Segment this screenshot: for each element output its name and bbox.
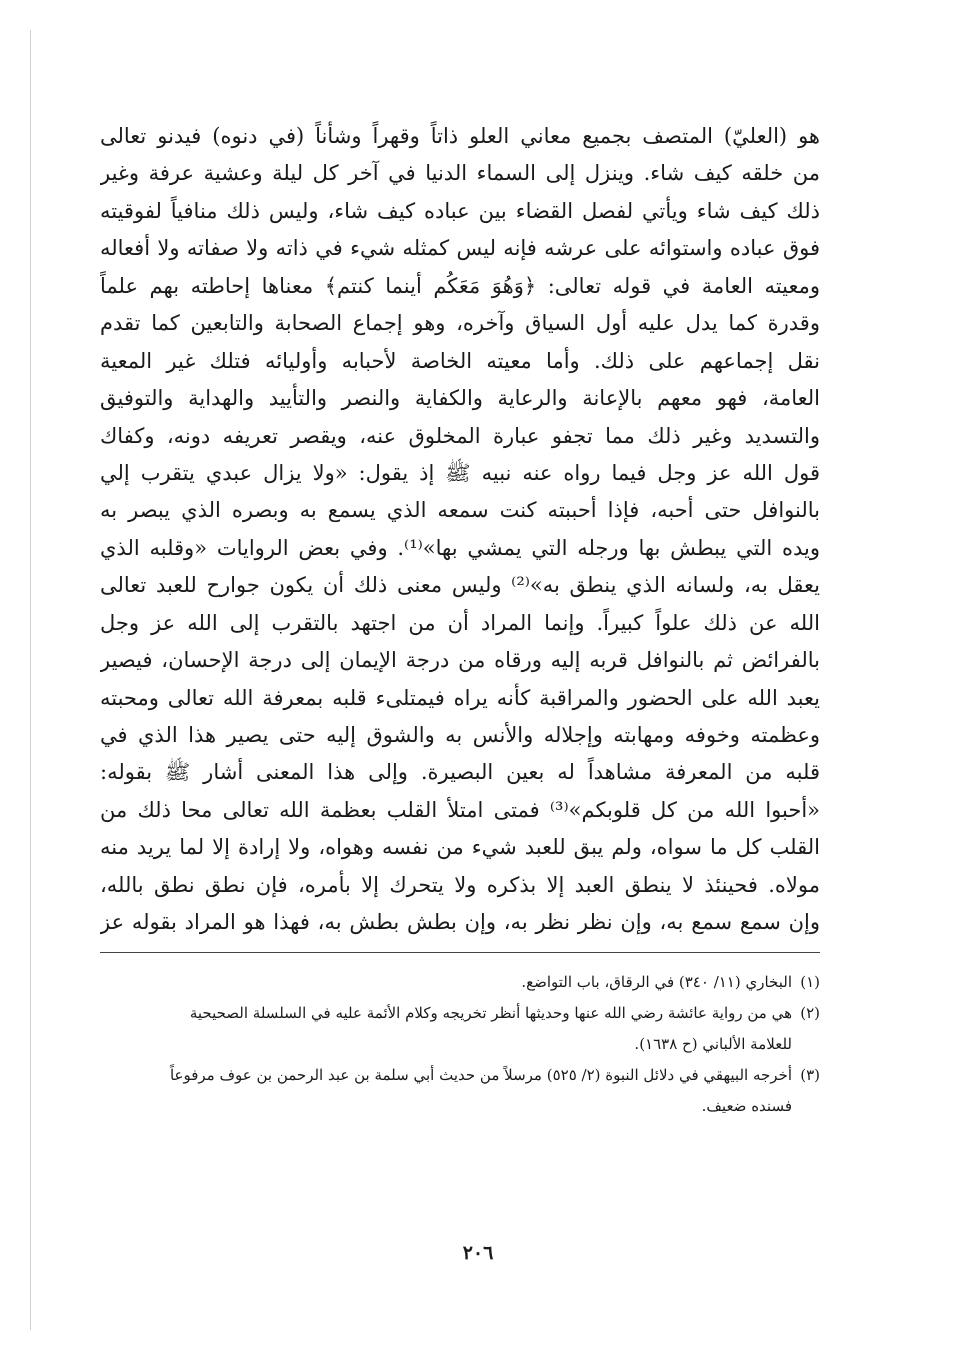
page-number: ٢٠٦ [462, 1242, 494, 1264]
text-line: «أحبوا الله من كل قلوبكم»⁽³⁾ فمتى امتلأ القلب بعظمة الله تعالى محا ذلك من [100, 797, 820, 822]
footnote-number: (٣) [800, 1065, 820, 1084]
text-line: العامة، فهو معهم بالإعانة والرعاية والكفاية والنصر والتأييد والهداية والتوفيق [100, 386, 820, 411]
footnote-3 [100, 1060, 820, 1091]
footnote-text: هي من رواية عائشة رضي الله عنها وحديثها أنظر تخريجه وكلام الأئمة عليه في السلسلة الصحيحية [189, 1003, 792, 1022]
text-line: وعظمته وخوفه ومهابته وإجلاله والأنس به والشوق إليه حتى يصير هذا الذي في [100, 723, 820, 747]
text-line: القلب كل ما سواه، ولم يبق للعبد شيء من نفسه وهواه، ولا إرادة إلا لما يريد منه [100, 835, 820, 860]
footnote-3-continued: فسنده ضعيف. [701, 1096, 792, 1115]
footnote-2-continued: للعلامة الألباني (ح ١٦٣٨). [634, 1034, 792, 1053]
text-line: من خلقه كيف شاء. وينزل إلى السماء الدنيا في آخر كل ليلة وعشية عرفة وغير [100, 161, 820, 186]
text-line: قلبه من المعرفة مشاهداً له بعين البصيرة. وإلى هذا المعنى أشار ﷺ بقوله: [100, 760, 820, 785]
text-line: الله عن ذلك علواً كبيراً. وإنما المراد أن من اجتهد بالتقرب إلى الله عز وجل [100, 610, 820, 635]
text-line: وقدرة كما يدل عليه أول السياق وآخره، وهو إجماع الصحابة والتابعين كما تقدم [100, 311, 820, 336]
text-line: بالفرائض ثم بالنوافل قربه إليه ورقاه من درجة الإيمان إلى درجة الإحسان، فيصير [100, 648, 820, 673]
text-line: وإن سمع سمع به، وإن نظر نظر به، وإن بطش بطش به، فهذا هو المراد بقوله عز [100, 910, 820, 935]
footnote-text: البخاري (١١/ ٣٤٠) في الرقاق، باب التواضع. [521, 972, 792, 991]
footnote-2 [100, 998, 820, 1029]
footnote-divider [100, 952, 820, 953]
text-line: هو (العليّ) المتصف بجميع معاني العلو ذاتاً وقهراً وشأناً (في دنوه) فيدنو تعالى [100, 124, 820, 148]
page-content [100, 118, 820, 1122]
footnote-number: (٢) [800, 1003, 820, 1022]
text-line: فوق عباده واستوائه على عرشه فإنه ليس كمثله شيء في ذاته ولا صفاته ولا أفعاله [100, 236, 820, 261]
text-line: ومعيته العامة في قوله تعالى: ﴿وَهُوَ مَعَكُم أينما كنتم﴾ معناها إحاطته بهم علماً [100, 273, 820, 298]
text-line: ذلك كيف شاء ويأتي لفصل القضاء بين عباده كيف شاء، وليس ذلك منافياً لفوقيته [100, 198, 820, 223]
text-line: قول الله عز وجل فيما رواه عنه نبيه ﷺ إذ يقول: «ولا يزال عبدي يتقرب إلي [100, 460, 820, 485]
footnotes [100, 967, 820, 1122]
text-line: يعبد الله على الحضور والمراقبة كأنه يراه فيمتلىء قلبه بمعرفة الله تعالى ومحبته [100, 685, 820, 710]
main-text [100, 118, 820, 942]
text-line: والتسديد وغير ذلك مما تجفو عبارة المخلوق عنه، ويقصر تعريفه دونه، وكفاك [100, 423, 820, 448]
text-line: مولاه. فحينئذ لا ينطق العبد إلا بذكره ولا يتحرك إلا بأمره، فإن نطق نطق بالله، [100, 872, 820, 897]
footnote-number: (١) [800, 972, 820, 991]
text-line: يعقل به، ولسانه الذي ينطق به»⁽²⁾ وليس معنى ذلك أن يكون جوارح للعبد تعالى [100, 573, 820, 598]
footnote-1 [100, 967, 820, 998]
text-line: نقل إجماعهم على ذلك. وأما معيته الخاصة لأحبابه وأوليائه فتلك غير المعية [100, 348, 820, 373]
scan-gutter-line [30, 30, 31, 1330]
text-line: ويده التي يبطش بها ورجله التي يمشي بها»⁽¹⁾. وفي بعض الروايات «وقلبه الذي [100, 535, 820, 560]
text-line: بالنوافل حتى أحبه، فإذا أحببته كنت سمعه الذي يسمع به وبصره الذي يبصر به [100, 498, 820, 523]
footnote-text: أخرجه البيهقي في دلائل النبوة (٢/ ٥٢٥) مرسلاً من حديث أبي سلمة بن عبد الرحمن بن عوف مرفوعاً [169, 1065, 792, 1084]
